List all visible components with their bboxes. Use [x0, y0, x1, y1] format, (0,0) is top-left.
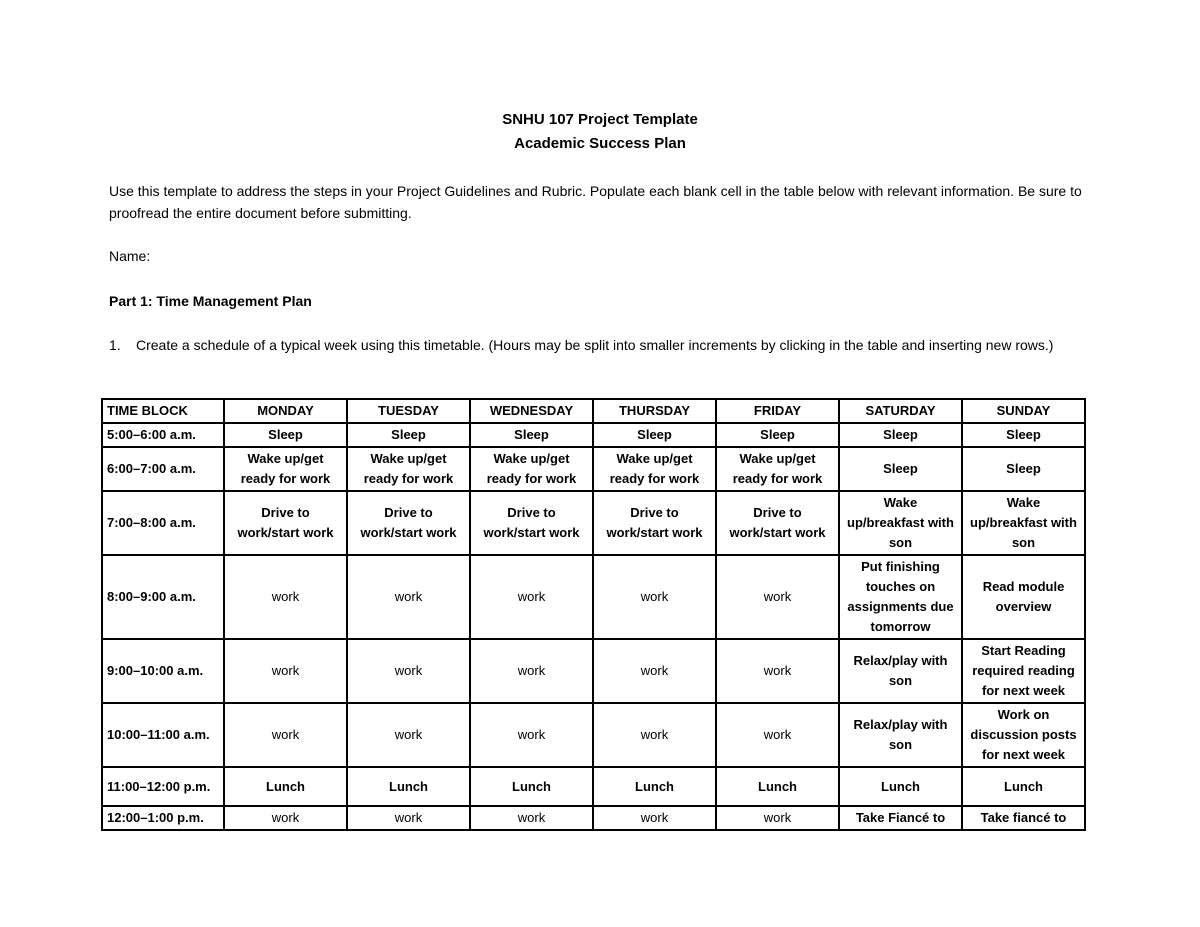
- schedule-cell[interactable]: Drive to work/start work: [224, 491, 347, 555]
- time-block-cell[interactable]: 6:00–7:00 a.m.: [102, 447, 224, 491]
- schedule-cell[interactable]: Sleep: [839, 423, 962, 447]
- schedule-cell[interactable]: work: [347, 639, 470, 703]
- schedule-cell[interactable]: work: [716, 555, 839, 639]
- schedule-cell[interactable]: Lunch: [470, 767, 593, 806]
- schedule-cell[interactable]: work: [470, 639, 593, 703]
- schedule-cell[interactable]: work: [470, 555, 593, 639]
- schedule-cell[interactable]: Sleep: [470, 423, 593, 447]
- schedule-cell[interactable]: Wake up/get ready for work: [347, 447, 470, 491]
- column-header: WEDNESDAY: [470, 399, 593, 423]
- part1-heading: Part 1: Time Management Plan: [109, 293, 312, 309]
- schedule-cell[interactable]: work: [347, 703, 470, 767]
- document-title: SNHU 107 Project Template: [502, 111, 698, 128]
- column-header: TIME BLOCK: [102, 399, 224, 423]
- schedule-cell[interactable]: Drive to work/start work: [593, 491, 716, 555]
- schedule-cell[interactable]: work: [593, 555, 716, 639]
- column-header: MONDAY: [224, 399, 347, 423]
- table-row: [102, 767, 1085, 806]
- schedule-cell[interactable]: work: [593, 639, 716, 703]
- schedule-cell[interactable]: Drive to work/start work: [470, 491, 593, 555]
- document-subtitle: Academic Success Plan: [514, 135, 686, 152]
- schedule-cell[interactable]: Sleep: [593, 423, 716, 447]
- column-header: SATURDAY: [839, 399, 962, 423]
- schedule-cell[interactable]: Wake up/get ready for work: [716, 447, 839, 491]
- schedule-cell[interactable]: Lunch: [347, 767, 470, 806]
- schedule-cell[interactable]: work: [224, 639, 347, 703]
- time-block-cell[interactable]: 12:00–1:00 p.m.: [102, 806, 224, 830]
- schedule-cell[interactable]: Sleep: [224, 423, 347, 447]
- table-row: [102, 491, 1085, 555]
- schedule-cell[interactable]: Wake up/get ready for work: [224, 447, 347, 491]
- table-row: [102, 555, 1085, 639]
- schedule-cell[interactable]: Drive to work/start work: [716, 491, 839, 555]
- schedule-cell[interactable]: Lunch: [593, 767, 716, 806]
- table-row: [102, 806, 1085, 830]
- schedule-cell[interactable]: Lunch: [224, 767, 347, 806]
- table-header-row: [102, 399, 1085, 423]
- schedule-cell[interactable]: Wake up/get ready for work: [470, 447, 593, 491]
- schedule-cell[interactable]: work: [716, 703, 839, 767]
- schedule-cell[interactable]: Work on discussion posts for next week: [962, 703, 1085, 767]
- schedule-cell[interactable]: Drive to work/start work: [347, 491, 470, 555]
- time-block-cell[interactable]: 7:00–8:00 a.m.: [102, 491, 224, 555]
- schedule-cell[interactable]: Wake up/breakfast with son: [839, 491, 962, 555]
- name-label: Name:: [109, 248, 151, 264]
- schedule-cell[interactable]: Relax/play with son: [839, 703, 962, 767]
- schedule-cell[interactable]: work: [224, 555, 347, 639]
- schedule-cell[interactable]: Sleep: [716, 423, 839, 447]
- table-row: [102, 447, 1085, 491]
- time-block-cell[interactable]: 5:00–6:00 a.m.: [102, 423, 224, 447]
- schedule-cell[interactable]: work: [716, 806, 839, 830]
- item-number: 1.: [109, 337, 121, 353]
- schedule-cell[interactable]: work: [224, 703, 347, 767]
- table-row: [102, 423, 1085, 447]
- column-header: SUNDAY: [962, 399, 1085, 423]
- schedule-cell[interactable]: Wake up/breakfast with son: [962, 491, 1085, 555]
- schedule-cell[interactable]: Lunch: [716, 767, 839, 806]
- schedule-cell[interactable]: Take Fiancé to: [839, 806, 962, 830]
- column-header: TUESDAY: [347, 399, 470, 423]
- time-block-cell[interactable]: 10:00–11:00 a.m.: [102, 703, 224, 767]
- schedule-cell[interactable]: Sleep: [839, 447, 962, 491]
- schedule-table: [101, 398, 1086, 831]
- column-header: FRIDAY: [716, 399, 839, 423]
- schedule-cell[interactable]: work: [224, 806, 347, 830]
- schedule-cell[interactable]: Wake up/get ready for work: [593, 447, 716, 491]
- schedule-cell[interactable]: Sleep: [347, 423, 470, 447]
- schedule-cell[interactable]: work: [470, 806, 593, 830]
- schedule-cell[interactable]: Lunch: [839, 767, 962, 806]
- column-header: THURSDAY: [593, 399, 716, 423]
- schedule-cell[interactable]: Start Reading required reading for next week: [962, 639, 1085, 703]
- schedule-cell[interactable]: Sleep: [962, 447, 1085, 491]
- table-row: [102, 703, 1085, 767]
- schedule-cell[interactable]: Take fiancé to: [962, 806, 1085, 830]
- time-block-cell[interactable]: 9:00–10:00 a.m.: [102, 639, 224, 703]
- schedule-cell[interactable]: work: [470, 703, 593, 767]
- schedule-cell[interactable]: work: [347, 806, 470, 830]
- table-row: [102, 639, 1085, 703]
- intro-paragraph: Use this template to address the steps in your Project Guidelines and Rubric. Populate each blank cell in the table below with relevant information. Be sure to proofread the entire document before submitting.: [109, 183, 1082, 221]
- schedule-cell[interactable]: Put finishing touches on assignments due tomorrow: [839, 555, 962, 639]
- schedule-cell[interactable]: Sleep: [962, 423, 1085, 447]
- schedule-cell[interactable]: work: [593, 806, 716, 830]
- schedule-cell[interactable]: work: [593, 703, 716, 767]
- schedule-cell[interactable]: work: [716, 639, 839, 703]
- schedule-cell[interactable]: work: [347, 555, 470, 639]
- time-block-cell[interactable]: 11:00–12:00 p.m.: [102, 767, 224, 806]
- schedule-cell[interactable]: Lunch: [962, 767, 1085, 806]
- item-text: Create a schedule of a typical week using this timetable. (Hours may be split into smaller increments by clicking in the table and inserting new rows.): [136, 337, 1054, 353]
- schedule-cell[interactable]: Relax/play with son: [839, 639, 962, 703]
- schedule-cell[interactable]: Read module overview: [962, 555, 1085, 639]
- time-block-cell[interactable]: 8:00–9:00 a.m.: [102, 555, 224, 639]
